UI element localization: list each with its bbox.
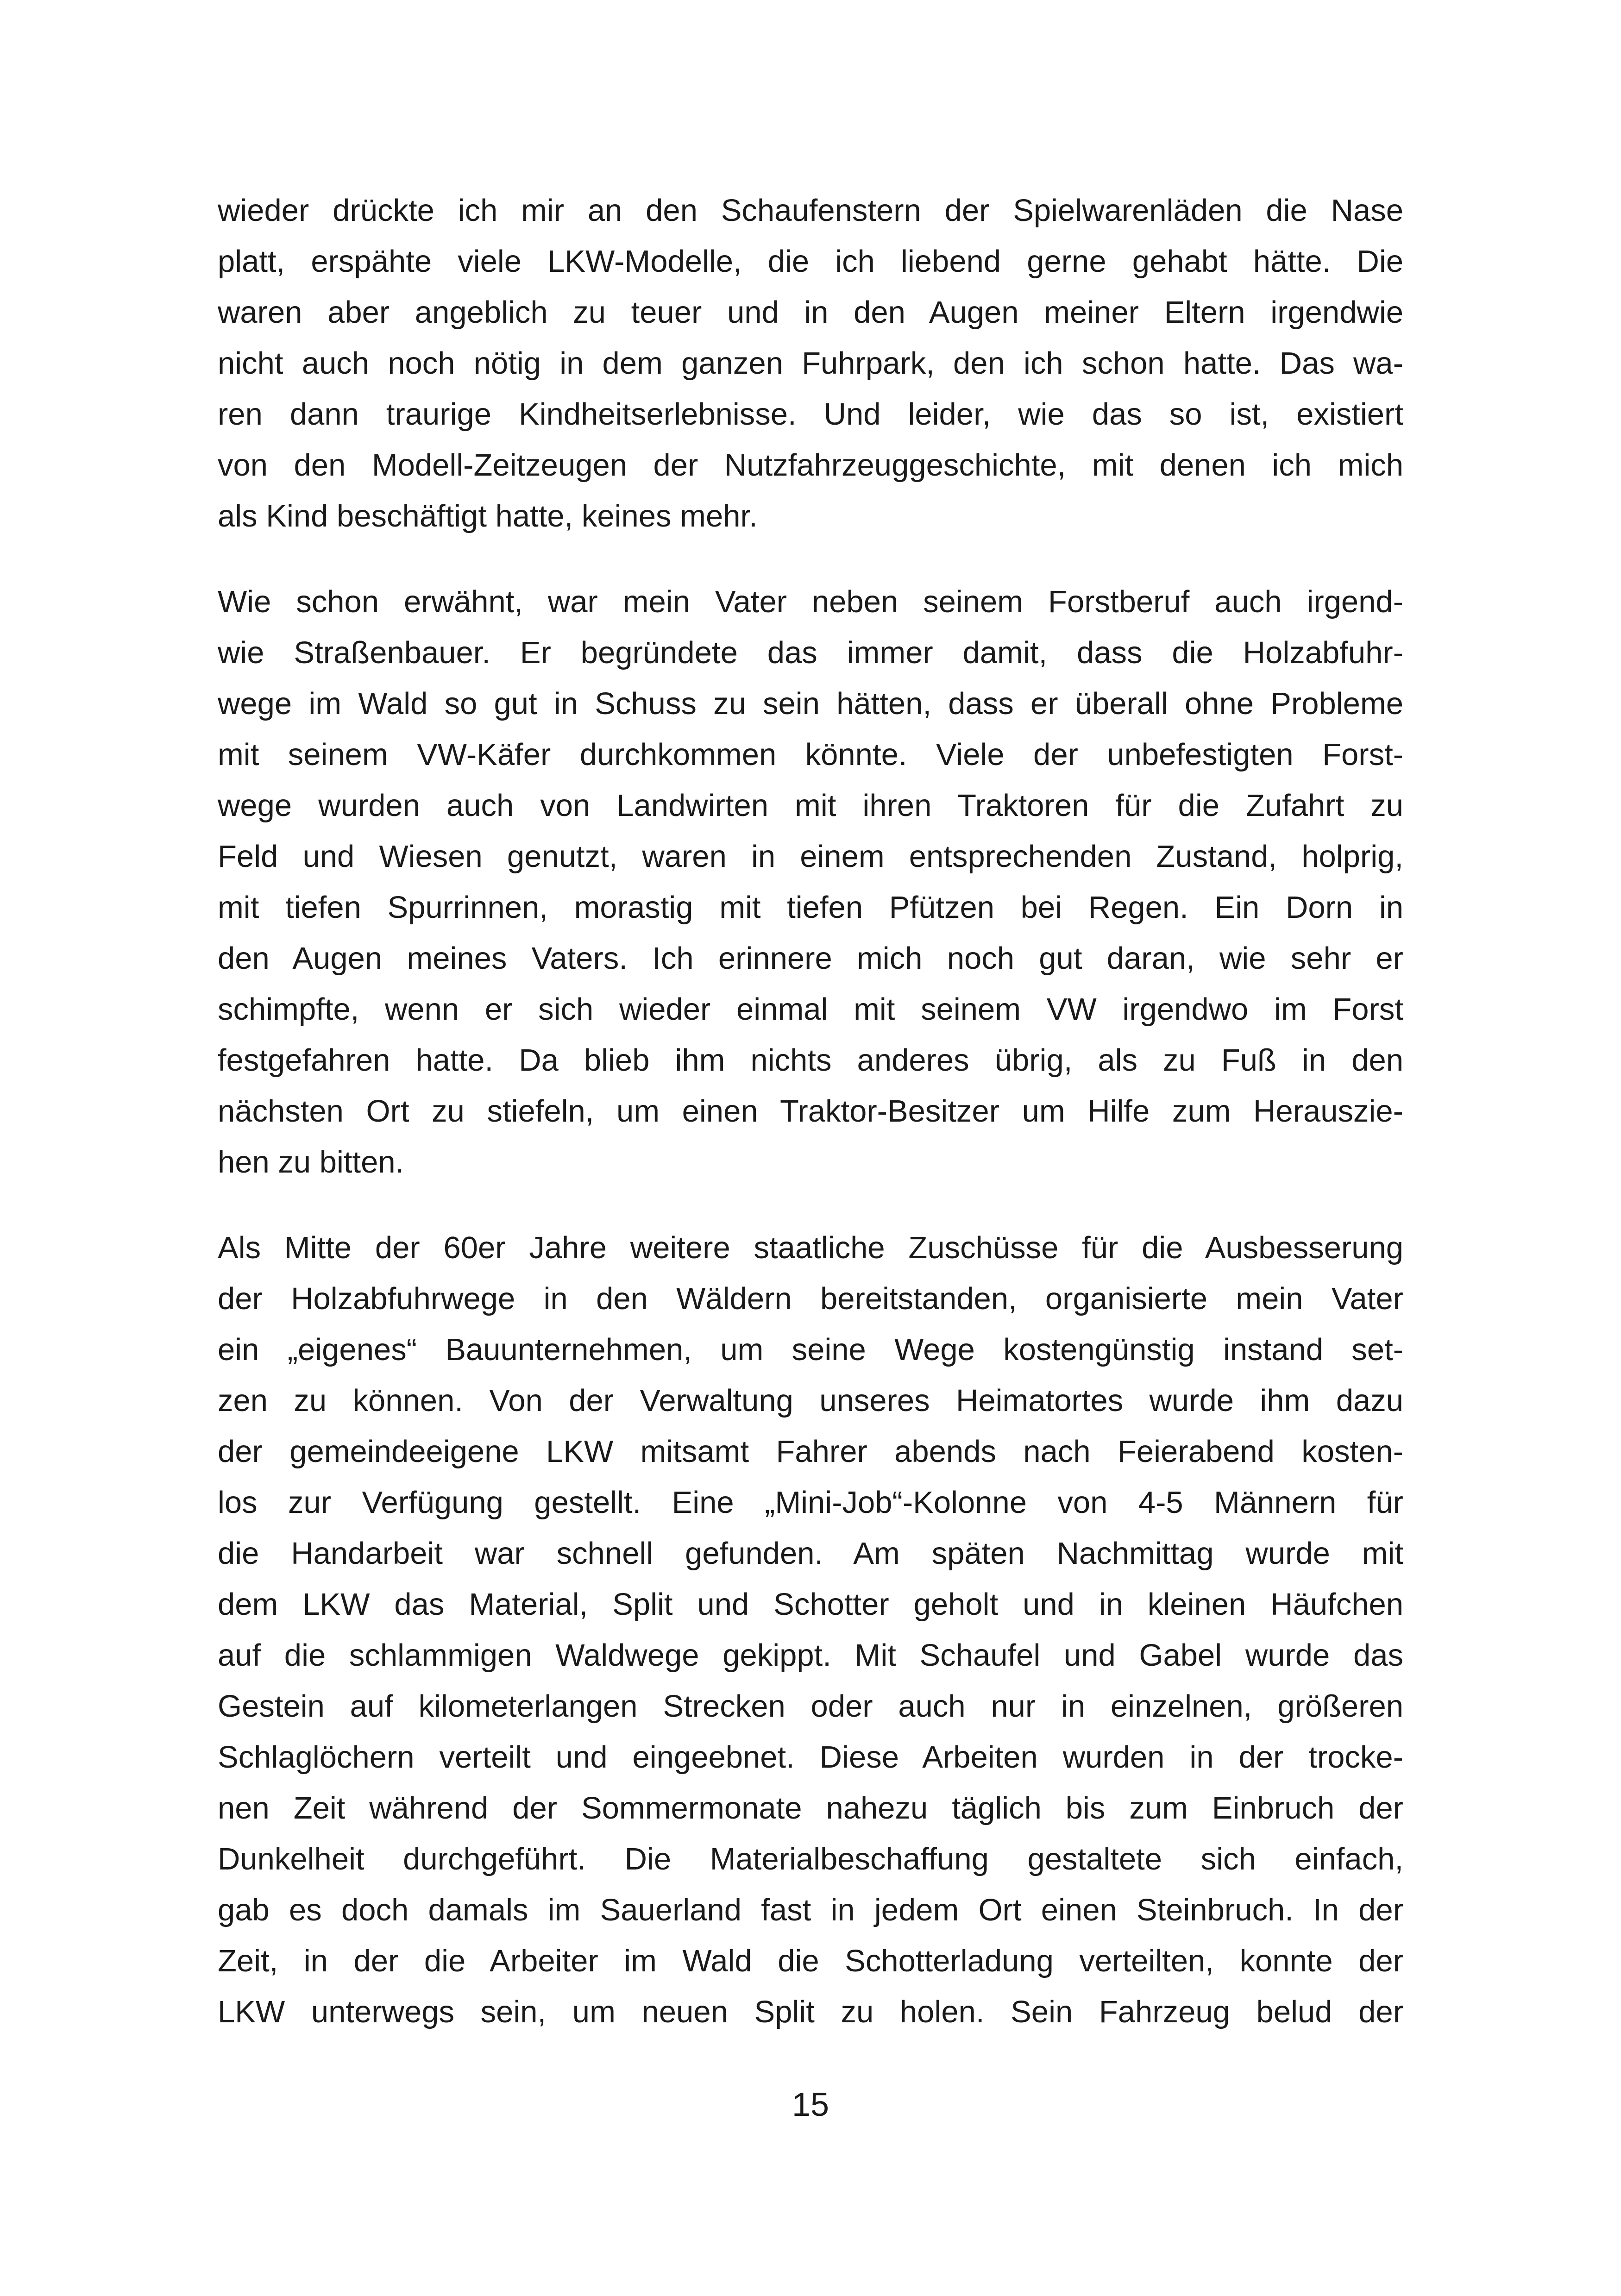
text-line: hen zu bitten.: [218, 1145, 404, 1179]
text-line: ein „eigenes“ Bauunternehmen, um seine Wege kostengünstig instand set-: [218, 1332, 1403, 1367]
paragraph-1: [218, 185, 1403, 542]
text-line: Feld und Wiesen genutzt, waren in einem entsprechenden Zustand, holprig,: [218, 839, 1403, 874]
text-line: nächsten Ort zu stiefeln, um einen Traktor-Besitzer um Hilfe zum Herauszie-: [218, 1094, 1403, 1129]
paragraph-3: [218, 1223, 1403, 2038]
text-line: wie Straßenbauer. Er begründete das immer damit, dass die Holzabfuhr-: [218, 635, 1403, 670]
text-line: Zeit, in der die Arbeiter im Wald die Schotterladung verteilten, konnte der: [218, 1944, 1403, 1978]
text-line: wieder drückte ich mir an den Schaufenstern der Spielwarenläden die Nase: [218, 193, 1403, 228]
text-line: die Handarbeit war schnell gefunden. Am späten Nachmittag wurde mit: [218, 1536, 1403, 1571]
text-line: dem LKW das Material, Split und Schotter geholt und in kleinen Häufchen: [218, 1587, 1403, 1622]
text-line: der gemeindeeigene LKW mitsamt Fahrer abends nach Feierabend kosten-: [218, 1434, 1403, 1469]
page-number: 15: [792, 2086, 829, 2123]
text-line: von den Modell-Zeitzeugen der Nutzfahrzeuggeschichte, mit denen ich mich: [218, 448, 1403, 483]
text-line: zen zu können. Von der Verwaltung unseres Heimatortes wurde ihm dazu: [218, 1383, 1403, 1418]
page-body: [218, 185, 1403, 2072]
text-line: LKW unterwegs sein, um neuen Split zu holen. Sein Fahrzeug belud der: [218, 1995, 1403, 2029]
text-line: mit seinem VW-Käfer durchkommen könnte. Viele der unbefestigten Forst-: [218, 737, 1403, 772]
text-line: ren dann traurige Kindheitserlebnisse. Und leider, wie das so ist, existiert: [218, 397, 1403, 432]
text-line: Wie schon erwähnt, war mein Vater neben seinem Forstberuf auch irgend-: [218, 584, 1403, 619]
text-line: den Augen meines Vaters. Ich erinnere mich noch gut daran, wie sehr er: [218, 941, 1403, 976]
text-line: schimpfte, wenn er sich wieder einmal mit seinem VW irgendwo im Forst: [218, 992, 1403, 1027]
text-line: platt, erspähte viele LKW-Modelle, die ich liebend gerne gehabt hätte. Die: [218, 244, 1403, 279]
text-line: der Holzabfuhrwege in den Wäldern bereitstanden, organisierte mein Vater: [218, 1281, 1403, 1316]
text-line: waren aber angeblich zu teuer und in den Augen meiner Eltern irgendwie: [218, 295, 1403, 330]
text-line: Als Mitte der 60er Jahre weitere staatliche Zuschüsse für die Ausbesserung: [218, 1230, 1403, 1265]
text-line: gab es doch damals im Sauerland fast in jedem Ort einen Steinbruch. In der: [218, 1893, 1403, 1927]
text-line: als Kind beschäftigt hatte, keines mehr.: [218, 499, 758, 533]
text-line: nicht auch noch nötig in dem ganzen Fuhrpark, den ich schon hatte. Das wa-: [218, 346, 1403, 381]
text-line: festgefahren hatte. Da blieb ihm nichts anderes übrig, als zu Fuß in den: [218, 1043, 1403, 1078]
text-line: Schlaglöchern verteilt und eingeebnet. Diese Arbeiten wurden in der trocke-: [218, 1740, 1403, 1775]
text-line: auf die schlammigen Waldwege gekippt. Mit Schaufel und Gabel wurde das: [218, 1638, 1403, 1673]
text-line: mit tiefen Spurrinnen, morastig mit tiefen Pfützen bei Regen. Ein Dorn in: [218, 890, 1403, 925]
paragraph-2: [218, 577, 1403, 1188]
text-line: nen Zeit während der Sommermonate nahezu täglich bis zum Einbruch der: [218, 1791, 1403, 1826]
text-line: los zur Verfügung gestellt. Eine „Mini-Job“-Kolonne von 4-5 Männern für: [218, 1485, 1403, 1520]
text-line: wege im Wald so gut in Schuss zu sein hätten, dass er überall ohne Probleme: [218, 686, 1403, 721]
text-line: wege wurden auch von Landwirten mit ihren Traktoren für die Zufahrt zu: [218, 788, 1403, 823]
text-line: Dunkelheit durchgeführt. Die Materialbeschaffung gestaltete sich einfach,: [218, 1842, 1403, 1876]
text-line: Gestein auf kilometerlangen Strecken oder auch nur in einzelnen, größeren: [218, 1689, 1403, 1724]
